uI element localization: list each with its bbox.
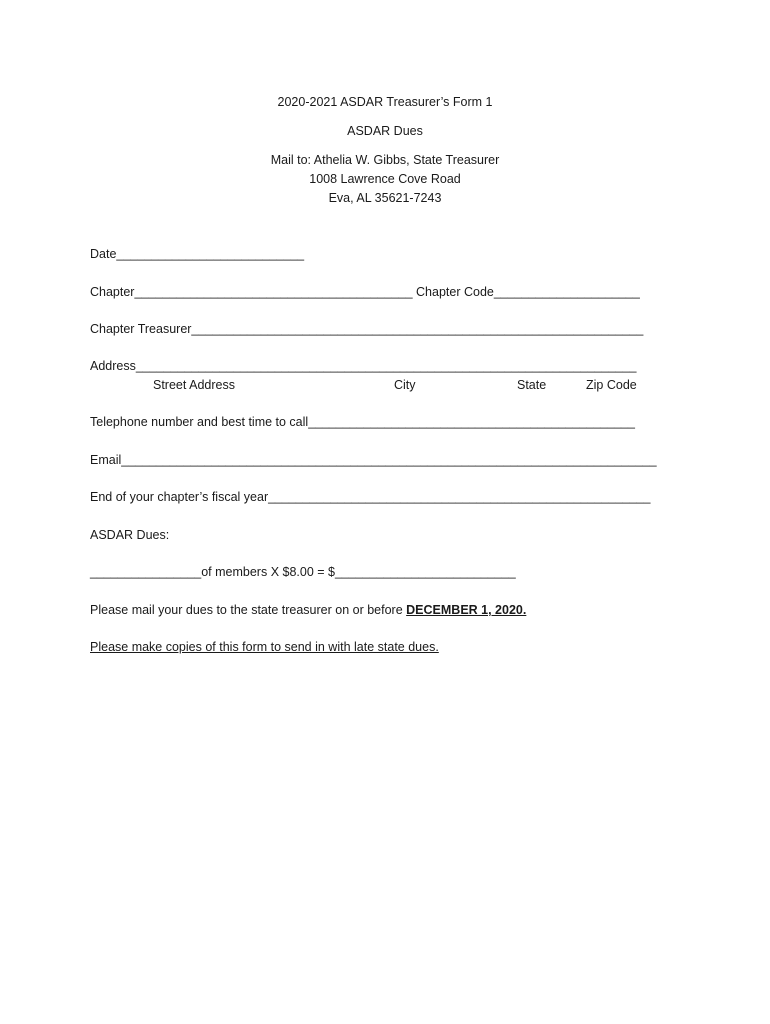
- chapter-treasurer-field[interactable]: Chapter Treasurer_________________________________________________________________: [90, 322, 644, 336]
- deadline-prefix: Please mail your dues to the state treasurer on or before: [90, 603, 407, 617]
- dues-calculation-field[interactable]: ________________of members X $8.00 = $__________________________: [90, 565, 516, 579]
- address-street-label: Street Address: [153, 378, 235, 392]
- telephone-field[interactable]: Telephone number and best time to call_______________________________________________: [90, 415, 635, 429]
- mail-street: 1008 Lawrence Cove Road: [309, 172, 461, 186]
- mail-city-state-zip: Eva, AL 35621-7243: [328, 191, 442, 205]
- address-state-label: State: [517, 378, 547, 392]
- mail-to-line: Mail to: Athelia W. Gibbs, State Treasurer: [270, 153, 500, 167]
- email-field[interactable]: Email_____________________________________________________________________________: [90, 453, 657, 467]
- fiscal-year-field[interactable]: End of your chapter’s fiscal year_______________________________________________________: [90, 490, 651, 504]
- address-zip-label: Zip Code: [586, 378, 637, 392]
- deadline-note: [90, 602, 526, 618]
- address-city-label: City: [394, 378, 416, 392]
- deadline-date: DECEMBER 1, 2020.: [406, 603, 527, 617]
- asdar-dues-heading: ASDAR Dues:: [90, 528, 170, 542]
- chapter-field[interactable]: Chapter________________________________________ Chapter Code_____________________: [90, 285, 640, 299]
- copies-note: Please make copies of this form to send in with late state dues.: [90, 640, 439, 654]
- date-field[interactable]: Date___________________________: [90, 247, 305, 261]
- form-subtitle: ASDAR Dues: [347, 124, 423, 138]
- form-title: 2020-2021 ASDAR Treasurer’s Form 1: [277, 95, 493, 109]
- address-field[interactable]: Address________________________________________________________________________: [90, 359, 637, 373]
